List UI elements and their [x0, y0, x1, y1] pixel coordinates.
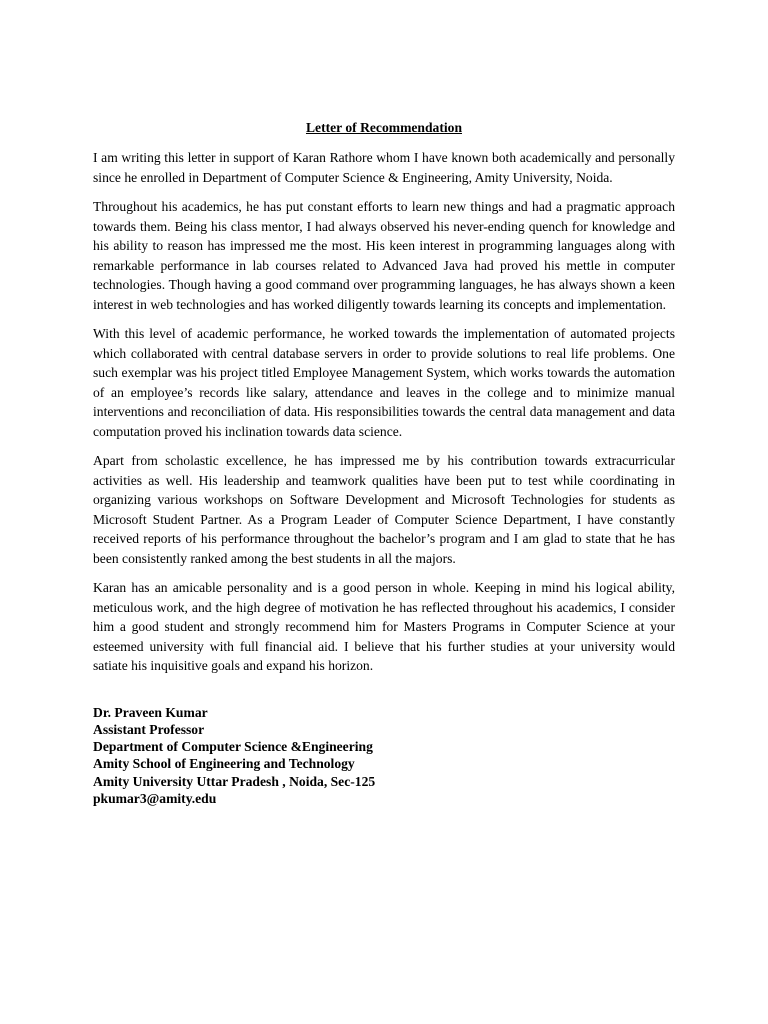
- paragraph-extracurricular: Apart from scholastic excellence, he has impressed me by his contribution towards extracurricular activities as well. His leadership and teamwork qualities have been put to test while coordinating in organizing various workshops on Software Development and Microsoft Technologies for students as Microsoft Student Partner. As a Program Leader of Computer Science Department, I have constantly received reports of his performance throughout the bachelor’s program and I am glad to state that he has been consistently ranked among the best students in all the majors.: [93, 453, 675, 566]
- signer-university: Amity University Uttar Pradesh , Noida, Sec-125: [93, 773, 376, 789]
- signer-email: pkumar3@amity.edu: [93, 790, 217, 806]
- signature-block: [93, 704, 675, 808]
- signer-department: Department of Computer Science &Engineering: [93, 739, 373, 755]
- signer-name: Dr. Praveen Kumar: [93, 704, 208, 720]
- paragraph-academics: Throughout his academics, he has put constant efforts to learn new things and had a pragmatic approach towards them. Being his class mentor, I had always observed his never-ending quench for knowledge and his ability to reason has impressed me the most. His keen interest in programming languages along with remarkable performance in lab courses related to Advanced Java had proved his mettle in computer technologies. Though having a good command over programming languages, he has always shown a keen interest in web technologies and has worked diligently towards learning its concepts and implementation.: [93, 199, 675, 312]
- signer-position: Assistant Professor: [93, 721, 205, 737]
- letter-page: [93, 118, 675, 807]
- letter-title: Letter of Recommendation: [305, 120, 463, 135]
- paragraph-intro: I am writing this letter in support of Karan Rathore whom I have known both academically and personally since he enrolled in Department of Computer Science & Engineering, Amity University, Noida.: [93, 150, 675, 185]
- paragraph-recommendation: Karan has an amicable personality and is a good person in whole. Keeping in mind his logical ability, meticulous work, and the high degree of motivation he has reflected throughout his academics, I consider him a good student and strongly recommend him for Masters Programs in Computer Science at your esteemed university with full financial aid. I believe that his further studies at your university would satiate his inquisitive goals and expand his horizon.: [93, 580, 675, 673]
- paragraph-projects: With this level of academic performance, he worked towards the implementation of automated projects which collaborated with central database servers in order to provide solutions to real life problems. One such exemplar was his project titled Employee Management System, which works towards the automation of an employee’s records like salary, attendance and leaves in the college and to minimize manual interventions and reconciliation of data. His responsibilities towards the central data management and data computation proved his inclination towards data science.: [93, 326, 675, 439]
- signer-school: Amity School of Engineering and Technology: [93, 756, 355, 772]
